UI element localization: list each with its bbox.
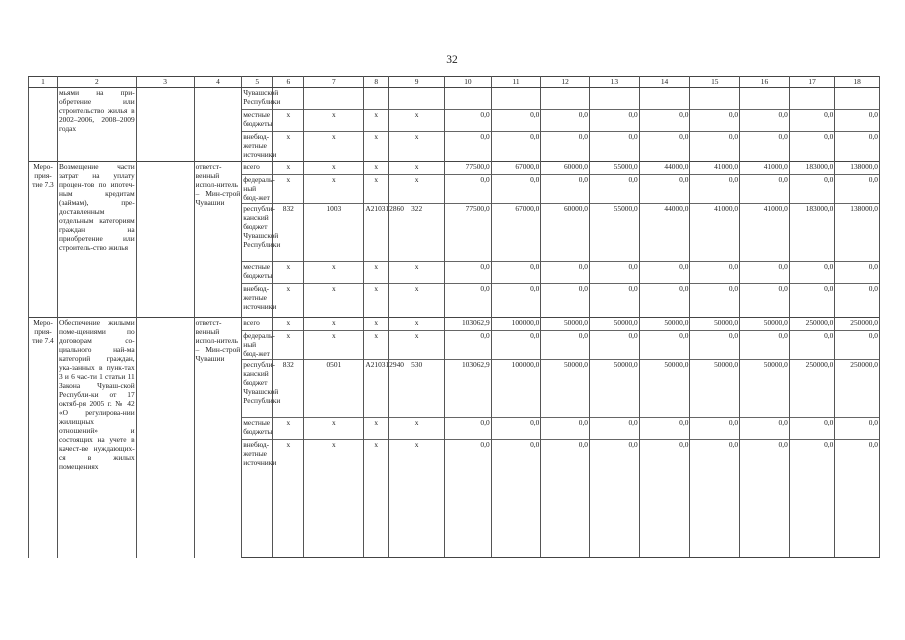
budget-code-cell: 1003 bbox=[304, 204, 364, 262]
executor-cell: ответст-венный испол-нитель – Мин-строй Чувашии bbox=[194, 162, 242, 318]
amount-cell: 0,0 bbox=[541, 262, 590, 284]
budget-code-cell: x bbox=[389, 162, 445, 175]
executor-cell: ответст-венный испол-нитель – Мин-строй Чувашии bbox=[194, 318, 242, 558]
amount-cell: 67000,0 bbox=[491, 162, 541, 175]
amount-cell: 0,0 bbox=[445, 262, 492, 284]
measure-label-cell: Меро-прия-тие 7.3 bbox=[29, 162, 58, 318]
amount-cell: 0,0 bbox=[690, 175, 740, 204]
amount-cell: 0,0 bbox=[690, 284, 740, 318]
budget-code-cell: x bbox=[364, 262, 389, 284]
amount-cell: 0,0 bbox=[789, 418, 835, 440]
budget-code-cell: x bbox=[273, 418, 304, 440]
column-number-header: 6 bbox=[273, 77, 304, 88]
amount-cell: 0,0 bbox=[690, 110, 740, 132]
amount-cell: 60000,0 bbox=[541, 162, 590, 175]
amount-cell: 0,0 bbox=[835, 262, 880, 284]
budget-code-cell: x bbox=[304, 318, 364, 331]
amount-cell: 0,0 bbox=[639, 132, 690, 162]
amount-cell: 0,0 bbox=[491, 284, 541, 318]
column-number-header: 17 bbox=[789, 77, 835, 88]
amount-cell: 0,0 bbox=[445, 331, 492, 360]
column-number-header: 12 bbox=[541, 77, 590, 88]
funding-source-cell: внебюд-жетные источники bbox=[242, 440, 273, 558]
budget-code-cell: x bbox=[304, 132, 364, 162]
amount-cell: 0,0 bbox=[835, 440, 880, 558]
budget-code-cell: x bbox=[304, 110, 364, 132]
amount-cell: 44000,0 bbox=[639, 162, 690, 175]
amount-cell: 183000,0 bbox=[789, 162, 835, 175]
amount-cell: 0,0 bbox=[789, 262, 835, 284]
amount-cell: 0,0 bbox=[590, 110, 640, 132]
amount-cell: 0,0 bbox=[740, 440, 790, 558]
amount-cell: 0,0 bbox=[789, 440, 835, 558]
amount-cell: 41000,0 bbox=[690, 204, 740, 262]
amount-cell: 100000,0 bbox=[491, 360, 541, 418]
budget-code-cell: x bbox=[364, 418, 389, 440]
budget-code-cell bbox=[304, 88, 364, 110]
funding-source-cell: внебюд-жетные источники bbox=[242, 284, 273, 318]
budget-code-cell: x bbox=[304, 418, 364, 440]
amount-cell bbox=[541, 88, 590, 110]
budget-code-cell: 832 bbox=[273, 204, 304, 262]
amount-cell: 77500,0 bbox=[445, 204, 492, 262]
budget-code-cell: x bbox=[304, 331, 364, 360]
amount-cell bbox=[445, 88, 492, 110]
funding-source-cell: Чувашской Республики bbox=[242, 88, 273, 110]
amount-cell: 0,0 bbox=[541, 331, 590, 360]
funding-source-cell: республи-канский бюджет Чувашской Республики bbox=[242, 204, 273, 262]
budget-code-cell: А210312860 bbox=[364, 204, 389, 262]
amount-cell: 0,0 bbox=[541, 175, 590, 204]
amount-cell: 250000,0 bbox=[789, 360, 835, 418]
amount-cell: 0,0 bbox=[491, 262, 541, 284]
measure-name-cell: Возмещение части затрат на уплату процен-тов по ипотеч-ным кредитам (займам), пре-доставленным отдельным категориям граждан на приобретение или строитель-ство жилья bbox=[57, 162, 136, 318]
column-number-header: 3 bbox=[136, 77, 194, 88]
table-row bbox=[29, 88, 880, 110]
amount-cell: 0,0 bbox=[590, 132, 640, 162]
budget-code-cell: 322 bbox=[389, 204, 445, 262]
budget-code-cell: А210312940 bbox=[364, 360, 389, 418]
budget-code-cell bbox=[364, 88, 389, 110]
amount-cell: 50000,0 bbox=[740, 360, 790, 418]
amount-cell: 138000,0 bbox=[835, 162, 880, 175]
amount-cell: 0,0 bbox=[639, 418, 690, 440]
amount-cell: 0,0 bbox=[690, 262, 740, 284]
budget-code-cell: x bbox=[304, 284, 364, 318]
amount-cell: 41000,0 bbox=[740, 204, 790, 262]
empty-cell bbox=[136, 318, 194, 558]
budget-code-cell: 832 bbox=[273, 360, 304, 418]
column-number-header: 13 bbox=[590, 77, 640, 88]
amount-cell: 0,0 bbox=[491, 110, 541, 132]
budget-code-cell: x bbox=[389, 284, 445, 318]
empty-cell bbox=[136, 88, 194, 162]
amount-cell: 0,0 bbox=[590, 331, 640, 360]
budget-code-cell: x bbox=[364, 162, 389, 175]
amount-cell: 0,0 bbox=[541, 418, 590, 440]
amount-cell: 0,0 bbox=[740, 110, 790, 132]
amount-cell: 50000,0 bbox=[541, 318, 590, 331]
budget-code-cell: x bbox=[273, 110, 304, 132]
column-number-header: 1 bbox=[29, 77, 58, 88]
amount-cell: 0,0 bbox=[740, 132, 790, 162]
budget-code-cell: x bbox=[364, 110, 389, 132]
amount-cell: 0,0 bbox=[740, 262, 790, 284]
budget-code-cell: x bbox=[304, 175, 364, 204]
amount-cell: 0,0 bbox=[835, 284, 880, 318]
budget-code-cell: x bbox=[389, 262, 445, 284]
measure-label-cell: Меро-прия-тие 7.4 bbox=[29, 318, 58, 558]
amount-cell bbox=[491, 88, 541, 110]
column-number-header: 4 bbox=[194, 77, 242, 88]
amount-cell: 0,0 bbox=[491, 418, 541, 440]
amount-cell: 0,0 bbox=[491, 175, 541, 204]
budget-code-cell: x bbox=[364, 440, 389, 558]
amount-cell: 100000,0 bbox=[491, 318, 541, 331]
budget-code-cell: x bbox=[364, 284, 389, 318]
funding-source-cell: федераль-ный бюд-жет bbox=[243, 331, 275, 358]
amount-cell: 250000,0 bbox=[789, 318, 835, 331]
empty-cell bbox=[136, 162, 194, 318]
funding-source-cell: федераль-ный бюд-жет bbox=[243, 175, 275, 202]
budget-code-cell bbox=[389, 88, 445, 110]
funding-source-cell: местные бюджеты bbox=[242, 418, 273, 440]
amount-cell: 0,0 bbox=[639, 284, 690, 318]
amount-cell: 250000,0 bbox=[835, 360, 880, 418]
amount-cell: 0,0 bbox=[690, 132, 740, 162]
amount-cell bbox=[835, 88, 880, 110]
amount-cell: 0,0 bbox=[789, 284, 835, 318]
table-row bbox=[29, 162, 880, 175]
budget-code-cell: x bbox=[364, 318, 389, 331]
amount-cell: 50000,0 bbox=[690, 360, 740, 418]
amount-cell: 0,0 bbox=[835, 110, 880, 132]
amount-cell: 138000,0 bbox=[835, 204, 880, 262]
amount-cell: 0,0 bbox=[590, 440, 640, 558]
amount-cell: 55000,0 bbox=[590, 162, 640, 175]
amount-cell: 0,0 bbox=[639, 175, 690, 204]
column-number-header: 2 bbox=[57, 77, 136, 88]
budget-code-cell: x bbox=[364, 331, 389, 360]
amount-cell: 0,0 bbox=[590, 284, 640, 318]
amount-cell: 0,0 bbox=[740, 418, 790, 440]
column-number-header: 10 bbox=[445, 77, 492, 88]
budget-code-cell: x bbox=[364, 132, 389, 162]
amount-cell: 0,0 bbox=[835, 331, 880, 360]
header-row bbox=[29, 77, 880, 88]
amount-cell bbox=[789, 88, 835, 110]
budget-code-cell: x bbox=[364, 175, 389, 204]
budget-code-cell: x bbox=[273, 132, 304, 162]
funding-source-cell: всего bbox=[242, 162, 273, 175]
amount-cell: 0,0 bbox=[541, 284, 590, 318]
amount-cell: 0,0 bbox=[835, 418, 880, 440]
amount-cell: 0,0 bbox=[690, 440, 740, 558]
amount-cell: 50000,0 bbox=[690, 318, 740, 331]
amount-cell bbox=[590, 88, 640, 110]
amount-cell: 0,0 bbox=[491, 132, 541, 162]
amount-cell: 0,0 bbox=[835, 175, 880, 204]
measure-name-cell: Обеспечение жилыми поме-щениями по договорам со-циального най-ма категорий граждан, ука-занных в пунк-тах 3 и 6 час-ти 1 статьи 11 Закона Чуваш-ской Республи-ки от 17 октяб-ря 2005 г. № 42 «О регулирова-нии жилищных отношений» и состоящих на учете в качест-ве нуждающих-ся в жилых помещениях bbox=[57, 318, 136, 558]
budget-code-cell: 0501 bbox=[304, 360, 364, 418]
amount-cell: 77500,0 bbox=[445, 162, 492, 175]
budget-code-cell: x bbox=[304, 262, 364, 284]
budget-table bbox=[28, 76, 880, 558]
amount-cell: 0,0 bbox=[445, 175, 492, 204]
amount-cell: 0,0 bbox=[690, 331, 740, 360]
amount-cell: 50000,0 bbox=[740, 318, 790, 331]
budget-code-cell: x bbox=[273, 331, 304, 360]
amount-cell: 0,0 bbox=[639, 440, 690, 558]
amount-cell: 0,0 bbox=[789, 132, 835, 162]
budget-code-cell: x bbox=[273, 440, 304, 558]
funding-source-cell: всего bbox=[242, 318, 273, 331]
amount-cell: 0,0 bbox=[740, 284, 790, 318]
column-number-header: 16 bbox=[740, 77, 790, 88]
budget-code-cell: x bbox=[273, 162, 304, 175]
amount-cell: 0,0 bbox=[590, 262, 640, 284]
amount-cell: 50000,0 bbox=[590, 360, 640, 418]
budget-code-cell: x bbox=[304, 162, 364, 175]
funding-source-cell: местные бюджеты bbox=[242, 110, 273, 132]
column-number-header: 9 bbox=[389, 77, 445, 88]
amount-cell: 0,0 bbox=[491, 440, 541, 558]
column-number-header: 18 bbox=[835, 77, 880, 88]
funding-source-cell: местные бюджеты bbox=[242, 262, 273, 284]
table-row bbox=[29, 318, 880, 331]
amount-cell: 0,0 bbox=[789, 110, 835, 132]
amount-cell: 0,0 bbox=[445, 110, 492, 132]
amount-cell: 0,0 bbox=[835, 132, 880, 162]
amount-cell: 0,0 bbox=[445, 418, 492, 440]
amount-cell: 50000,0 bbox=[541, 360, 590, 418]
measure-label-cell bbox=[29, 88, 58, 162]
amount-cell: 183000,0 bbox=[789, 204, 835, 262]
column-number-header: 5 bbox=[242, 77, 273, 88]
budget-code-cell: x bbox=[389, 318, 445, 331]
budget-code-cell: x bbox=[273, 284, 304, 318]
funding-source-cell: республи-канский бюджет Чувашской Республики bbox=[242, 360, 273, 418]
amount-cell: 50000,0 bbox=[590, 318, 640, 331]
budget-code-cell: x bbox=[389, 331, 445, 360]
budget-code-cell: x bbox=[273, 318, 304, 331]
amount-cell: 0,0 bbox=[491, 331, 541, 360]
amount-cell: 55000,0 bbox=[590, 204, 640, 262]
executor-cell bbox=[194, 88, 242, 162]
amount-cell: 0,0 bbox=[789, 331, 835, 360]
page-number: 32 bbox=[446, 54, 458, 66]
amount-cell: 0,0 bbox=[789, 175, 835, 204]
amount-cell: 0,0 bbox=[740, 175, 790, 204]
amount-cell: 0,0 bbox=[541, 132, 590, 162]
amount-cell: 41000,0 bbox=[740, 162, 790, 175]
amount-cell: 67000,0 bbox=[491, 204, 541, 262]
amount-cell: 0,0 bbox=[639, 110, 690, 132]
amount-cell: 0,0 bbox=[445, 132, 492, 162]
amount-cell: 0,0 bbox=[590, 175, 640, 204]
measure-name-cell: мьями на при-обретение или строительство жилья в 2002–2006, 2008–2009 годах bbox=[57, 88, 136, 162]
amount-cell bbox=[740, 88, 790, 110]
amount-cell: 103062,9 bbox=[445, 318, 492, 331]
amount-cell bbox=[639, 88, 690, 110]
amount-cell: 50000,0 bbox=[639, 360, 690, 418]
amount-cell: 44000,0 bbox=[639, 204, 690, 262]
column-number-header: 8 bbox=[364, 77, 389, 88]
column-number-header: 15 bbox=[690, 77, 740, 88]
amount-cell: 250000,0 bbox=[835, 318, 880, 331]
amount-cell: 0,0 bbox=[541, 440, 590, 558]
amount-cell: 0,0 bbox=[541, 110, 590, 132]
amount-cell: 0,0 bbox=[639, 331, 690, 360]
amount-cell: 41000,0 bbox=[690, 162, 740, 175]
budget-code-cell: x bbox=[273, 175, 304, 204]
amount-cell: 0,0 bbox=[639, 262, 690, 284]
column-number-header: 14 bbox=[639, 77, 690, 88]
budget-code-cell: x bbox=[389, 418, 445, 440]
budget-code-cell: x bbox=[389, 110, 445, 132]
budget-code-cell: x bbox=[273, 262, 304, 284]
budget-code-cell: x bbox=[389, 132, 445, 162]
budget-code-cell: x bbox=[389, 440, 445, 558]
budget-code-cell: 530 bbox=[389, 360, 445, 418]
amount-cell: 50000,0 bbox=[639, 318, 690, 331]
amount-cell bbox=[690, 88, 740, 110]
amount-cell: 0,0 bbox=[445, 440, 492, 558]
amount-cell: 103062,9 bbox=[445, 360, 492, 418]
amount-cell: 0,0 bbox=[740, 331, 790, 360]
funding-source-cell: внебюд-жетные источники bbox=[242, 132, 273, 162]
amount-cell: 0,0 bbox=[445, 284, 492, 318]
amount-cell: 0,0 bbox=[690, 418, 740, 440]
column-number-header: 11 bbox=[491, 77, 541, 88]
budget-code-cell: x bbox=[304, 440, 364, 558]
budget-code-cell: x bbox=[389, 175, 445, 204]
amount-cell: 60000,0 bbox=[541, 204, 590, 262]
column-number-header: 7 bbox=[304, 77, 364, 88]
amount-cell: 0,0 bbox=[590, 418, 640, 440]
